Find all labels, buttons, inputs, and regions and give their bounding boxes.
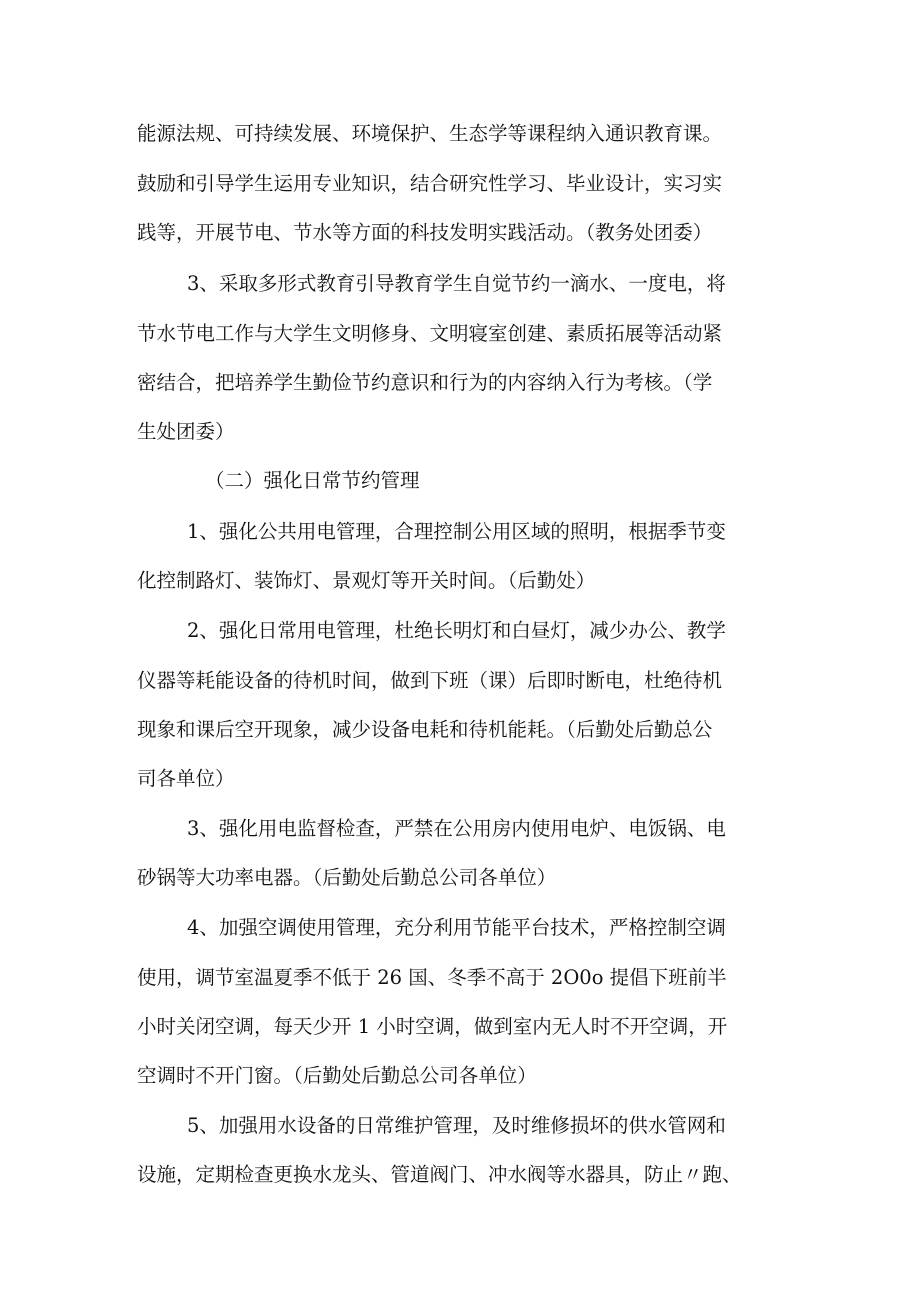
text-line: 生处团委） (137, 420, 235, 443)
text-line: 1、强化公共用电管理，合理控制公用区域的照明，根据季节变 (187, 520, 726, 543)
text-line: 能源法规、可持续发展、环境保护、生态学等课程纳入通识教育课。 (137, 122, 723, 145)
text-line: 司各单位） (137, 767, 235, 790)
text-line: 使用，调节室温夏季不低于 26 国、冬季不高于 2O0o 提倡下班前半 (137, 966, 727, 989)
text-line: 鼓励和引导学生运用专业知识，结合研究性学习、毕业设计，实习实 (137, 172, 723, 195)
text-line: 密结合，把培养学生勤俭节约意识和行为的内容纳入行为考核。（学 (137, 371, 713, 394)
text-line: 现象和课后空开现象，减少设备电耗和待机能耗。（后勤处后勤总公 (137, 718, 713, 741)
text-line: 4、加强空调使用管理，充分利用节能平台技术，严格控制空调 (187, 916, 726, 939)
text-line: 仪器等耗能设备的待机时间，做到下班（课）后即时断电，杜绝待机 (137, 669, 723, 692)
text-line: 节水节电工作与大学生文明修身、文明寝室创建、素质拓展等活动紧 (137, 322, 723, 345)
text-line: 砂锅等大功率电器。（后勤处后勤总公司各单位） (137, 866, 557, 889)
text-line: 5、加强用水设备的日常维护管理，及时维修损坏的供水管网和 (187, 1114, 726, 1137)
text-line: 设施，定期检查更换水龙头、管道阀门、冲水阀等水器具，防止〃跑、 (137, 1163, 742, 1186)
text-line: 践等，开展节电、节水等方面的科技发明实践活动。（教务处团委） (137, 221, 713, 244)
section-heading: （二）强化日常节约管理 (205, 469, 420, 492)
text-line: 3、采取多形式教育引导教育学生自觉节约一滴水、一度电，将 (187, 272, 726, 295)
text-line: 小时关闭空调，每天少开 1 小时空调，做到室内无人时不开空调，开 (137, 1015, 728, 1038)
text-line: 2、强化日常用电管理，杜绝长明灯和白昼灯，减少办公、教学 (187, 619, 726, 642)
text-line: 空调时不开门窗。（后勤处后勤总公司各单位） (137, 1064, 537, 1087)
text-line: 化控制路灯、装饰灯、景观灯等开关时间。（后勤处） (137, 569, 596, 592)
text-line: 3、强化用电监督检查，严禁在公用房内使用电炉、电饭锅、电 (187, 817, 726, 840)
